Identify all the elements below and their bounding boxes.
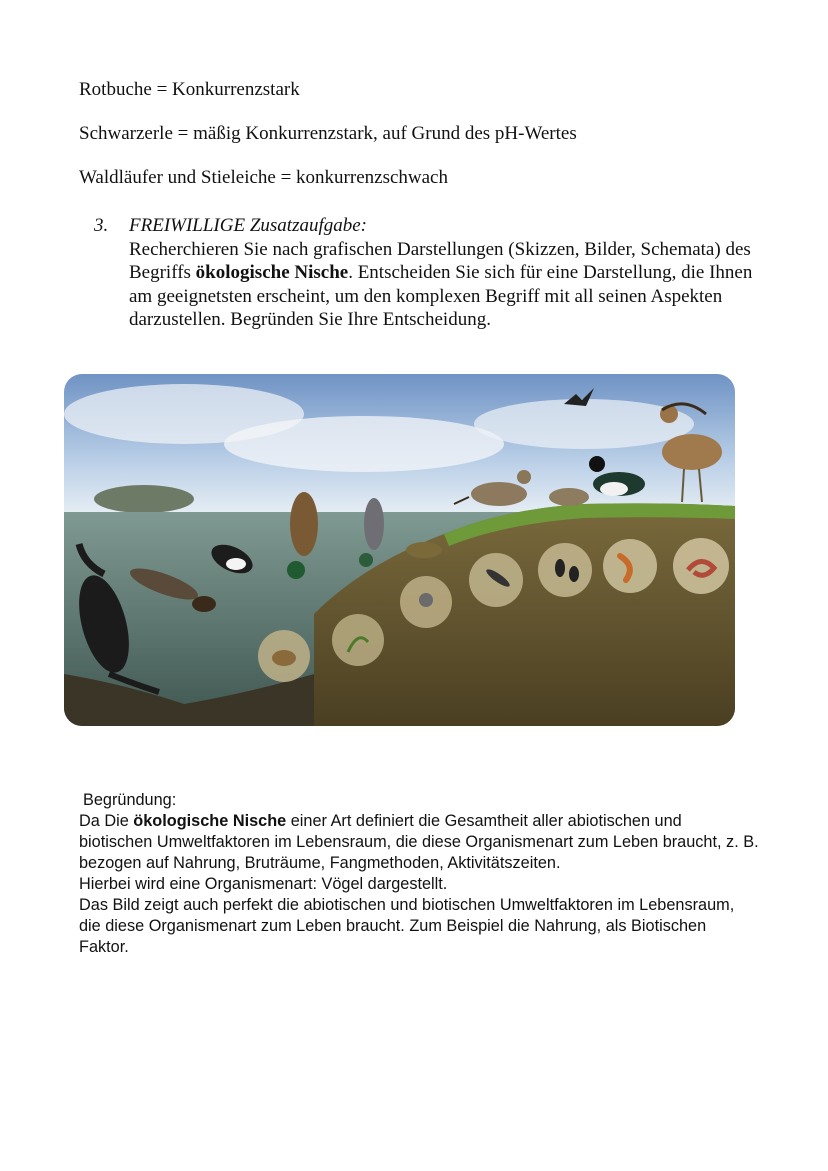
- task-heading: FREIWILLIGE Zusatzaufgabe:: [129, 215, 368, 236]
- statement-rotbuche: Rotbuche = Konkurrenzstark: [79, 79, 300, 100]
- food-earthworm: [673, 538, 729, 594]
- distant-trees: [94, 485, 194, 513]
- reasoning-paragraph-3: Das Bild zeigt auch perfekt die abiotischen und biotischen Umweltfaktoren im Lebensraum, die diese Organismenart zum Leben braucht. Zum Beispiel die Nahrung, als Biotischen Faktor.: [79, 896, 735, 956]
- food-mussel: [258, 630, 310, 682]
- reasoning-section: [79, 790, 759, 958]
- ecological-niche-illustration: [64, 374, 735, 726]
- reasoning-paragraph-2: Hierbei wird eine Organismenart: Vögel dargestellt.: [79, 875, 448, 893]
- task-term: ökologische Nische: [195, 262, 349, 283]
- food-insect-larva: [469, 553, 523, 607]
- reasoning-p1-before: Da Die: [79, 812, 134, 830]
- bird-small-wader: [549, 488, 589, 506]
- reasoning-title: Begründung:: [83, 791, 177, 809]
- cloud: [474, 399, 694, 449]
- statement-schwarzerle: Schwarzerle = mäßig Konkurrenzstark, auf Grund des pH-Wertes: [79, 123, 577, 144]
- food-snail: [400, 576, 452, 628]
- frog: [406, 542, 442, 558]
- task-body: [129, 214, 754, 332]
- reasoning-term: ökologische Nische: [133, 812, 287, 830]
- reasoning-p1-after: einer Art definiert die Gesamtheit aller abiotischen und biotischen Umweltfaktoren im Lebensraum, die diese Organismenart zum Leben braucht, z. B. bezogen auf Nahrung, Bruträume, Fangmethoden, Aktivitätszeiten.: [79, 812, 759, 872]
- task-number: 3.: [94, 215, 109, 236]
- niche-scene: [64, 374, 735, 726]
- food-beetle: [538, 543, 592, 597]
- cloud: [224, 416, 504, 472]
- task-text-after: . Entscheiden Sie sich für eine Darstellung, die Ihnen am geeignetsten erscheint, um den komplexen Begriff mit all seinen Aspekten darzustellen. Begründen Sie Ihre Entscheidung.: [129, 262, 753, 330]
- food-grub: [603, 539, 657, 593]
- task-3: [94, 214, 754, 332]
- reasoning-paragraph-1: [79, 811, 759, 874]
- statement-waldlaeufer: Waldläufer und Stieleiche = konkurrenzschwach: [79, 167, 448, 188]
- food-plant: [332, 614, 384, 666]
- task-text-before: Recherchieren Sie nach grafischen Darstellungen (Skizzen, Bilder, Schemata) des Begriffs: [129, 238, 751, 283]
